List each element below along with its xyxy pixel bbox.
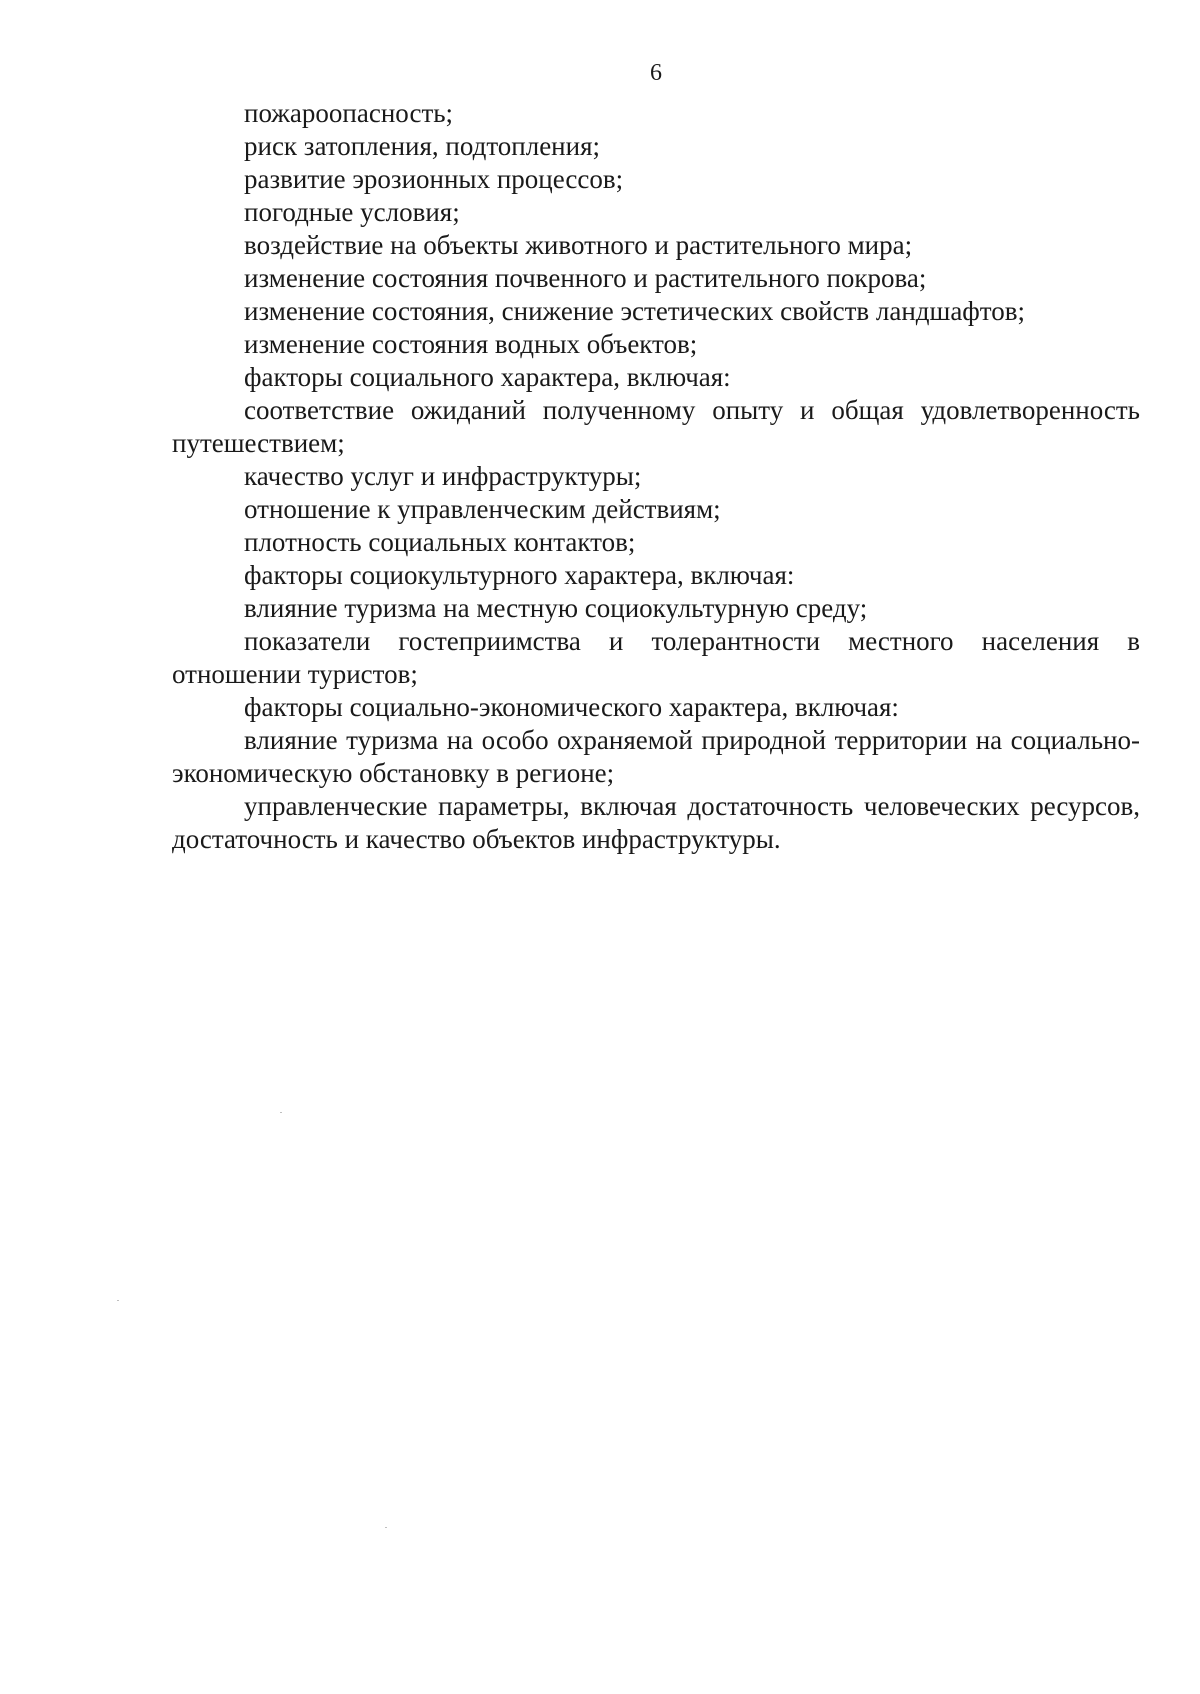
paragraph: управленческие параметры, включая достаточность человеческих ресурсов, достаточность и качество объектов инфраструктуры. [172, 791, 1140, 854]
paragraph: плотность социальных контактов; [244, 527, 636, 557]
paragraph: изменение состояния водных объектов; [244, 329, 698, 359]
paragraph: факторы социокультурного характера, включая: [244, 560, 795, 590]
paragraph: развитие эрозионных процессов; [244, 164, 624, 194]
scan-speck [117, 1300, 119, 1301]
document-body [172, 97, 1140, 856]
scan-speck [385, 1527, 387, 1528]
paragraph: влияние туризма на особо охраняемой природной территории на социально-экономическую обстановку в регионе; [172, 725, 1140, 788]
paragraph: факторы социального характера, включая: [244, 362, 731, 392]
paragraph: отношение к управленческим действиям; [244, 494, 721, 524]
paragraph: воздействие на объекты животного и растительного мира; [244, 230, 913, 260]
paragraph: изменение состояния почвенного и растительного покрова; [244, 263, 927, 293]
paragraph: пожароопасность; [244, 98, 454, 128]
paragraph: изменение состояния, снижение эстетических свойств ландшафтов; [244, 296, 1025, 326]
paragraph: факторы социально-экономического характера, включая: [244, 692, 899, 722]
scan-speck [280, 1112, 282, 1113]
paragraph: показатели гостеприимства и толерантности местного населения в отношении туристов; [172, 626, 1140, 689]
paragraph: соответствие ожиданий полученному опыту и общая удовлетворенность путешествием; [172, 395, 1140, 458]
paragraph: влияние туризма на местную социокультурную среду; [244, 593, 868, 623]
paragraph: риск затопления, подтопления; [244, 131, 600, 161]
paragraph: погодные условия; [244, 197, 460, 227]
page-number: 6 [650, 60, 662, 86]
paragraph: качество услуг и инфраструктуры; [244, 461, 642, 491]
